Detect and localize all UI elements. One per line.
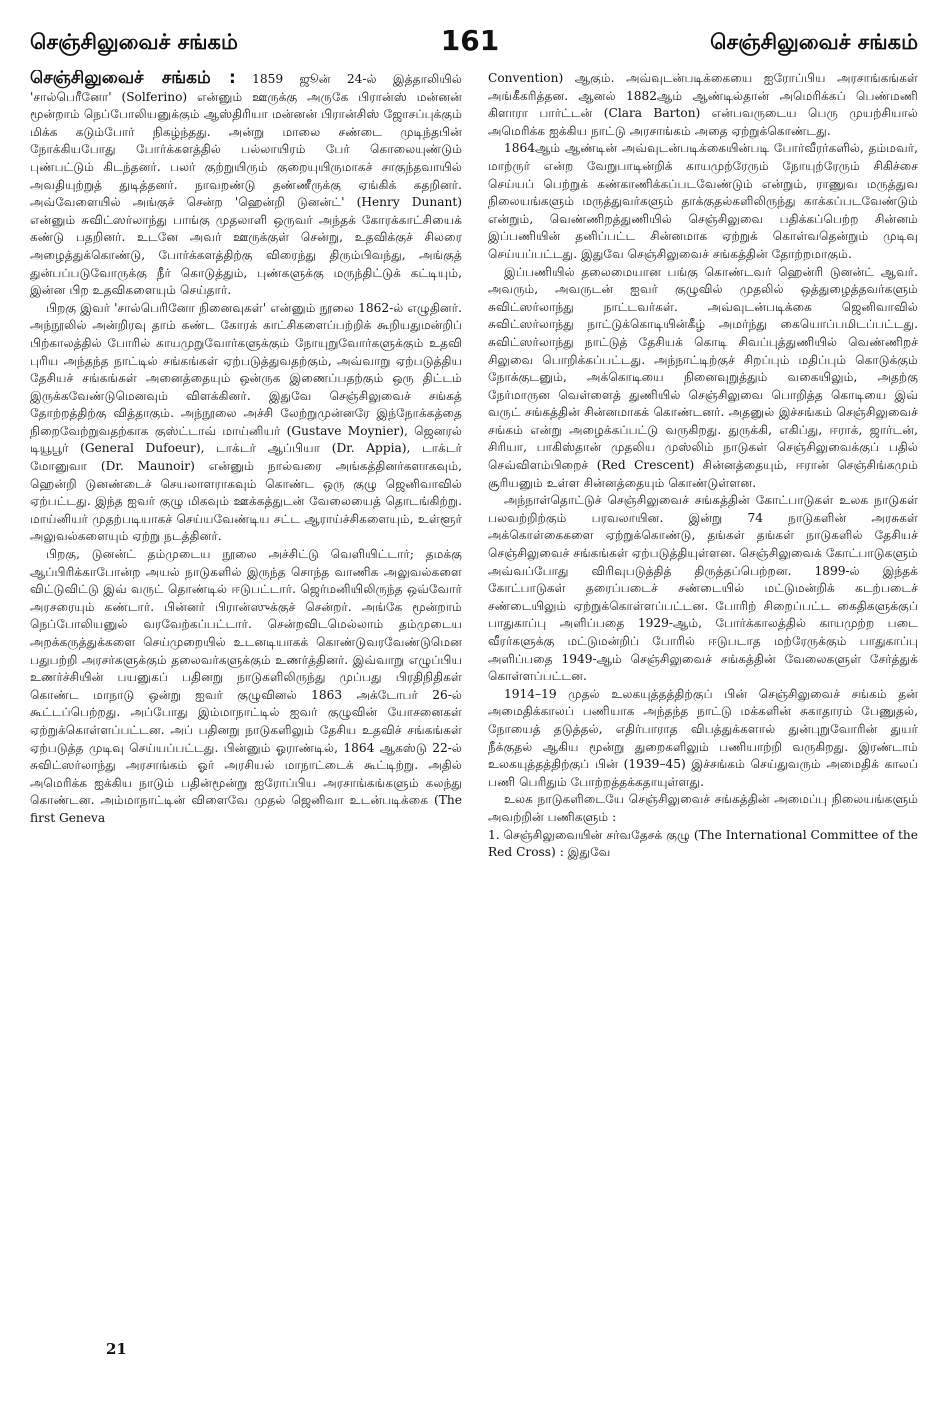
right-column (488, 70, 918, 1330)
page-header (0, 22, 940, 62)
left-column (30, 70, 462, 1330)
paragraph-right-4: அந்நாள்தொட்டுச் செஞ்சிலுவைச் சங்கத்தின் கோட்பாடுகள் உலக நாடுகள் பலவற்றிற்கும் பரவலாயின. இன்று 74 நாடுகளின் அரசுகள் அக்கொள்கைகளை ஏற்றுக்கொண்டு, தங்கள் தங்கள் நாடுகளில் தேசியச் செஞ்சிலுவைச் சங்கங்கள் ஏற்படுத்தியுள்ளன. செஞ்சிலுவைக் கோட்பாடுகளும் அவ்வப்போது விரிவுபடுத்தித் திருத்தப்பெற்றன. 1899-ல் இந்தக் கோட்பாடுகள் தரைப்படைச் சண்டையில் மட்டுமன்றிக் கடற்படைச் சண்டையிலும் ஏற்றுக்கொள்ளப்பட்டன. போரிற் சிறைப்பட்ட கைதிகளுக்குப் பாதுகாப்பு அளிப்பதை 1929-ஆம், போர்க்காலத்தில் காயமுற்ற படை வீரர்களுக்கு மட்டுமன்றிப் போரில் ஈடுபடாத மற்ரேருக்கும் பாதுகாப்பு அளிப்பதை 1949-ஆம் செஞ்சிலுவைச் சங்கத்தின் வேலைகளுள் சேர்த்துக் கொள்ளப்பட்டன. (488, 493, 918, 684)
paragraph-right-5: 1914–19 முதல் உலகயுத்தத்திற்குப் பின் செஞ்சிலுவைச் சங்கம் தன் அமைதிக்காலப் பணியாக அந்தந்த நாட்டு மக்களின் சுகாதாரம் பேணுதல், நோயைத் தடுத்தல், எதிர்பாராத விபத்துக்களால் துன்புறுவோரின் துயர் நீக்குதல் ஆகிய மூன்று துறைகளிலும் பணியாற்றி வருகிறது. இரண்டாம் உலகயுத்தத்திற்குப் பின் (1939–45) இச்சங்கம் செய்துவரும் அமைதிக் காலப் பணி பெரிதும் போற்றத்தக்கதாயுள்ளது. (488, 686, 918, 789)
entry-opening-text: 1859 ஜூன் 24-ல் இத்தாலியில் 'சால்பெரீனோ' (Solferino) என்னும் ஊருக்கு அருகே பிரான்ஸ் மன்னன் மூன்றாம் நெப்போலியனுக்கும் ஆஸ்திரியா மன்னன் பிரான்சிஸ் ஜோசப்புக்கும் மிக்க கடும்போர் நிகழ்ந்தது. அன்று மாலை சண்டை முடிந்தபின் நோக்கியபோது போர்க்களத்தில் பல்லாயிரம் பேர் கொலையுண்டும் புண்பட்டும் கிடந்தனர். பலர் குற்றுயிரும் குறையுயிருமாகச் சாகுந்தவாயில் அவதியுற்றுத் துடித்தனர். நாவறண்டு தண்ணீருக்கு ஏங்கிக் கதறினர். அவ்வேளையில் அங்குச் சென்ற 'ஹென்றி டுனன்ட்' (Henry Dunant) என்னும் சுவிட்ஸர்லாந்து பாங்கு முதலாளி ஒருவர் அந்தக் கோரக்காட்சியைக் கண்டு பதறினர். உடனே அவர் ஊருக்குள் சென்று, உதவிக்குச் சிலரை அழைத்துக்கொண்டு, போர்க்களத்திற்கு விரைந்து திரும்பிவந்து, அங்குத் துன்பப்படுவோருக்கு நீர் கொடுத்தும், புண்களுக்கு மருந்திட்டுக் கட்டியும், இன்ன பிற உதவிகளையும் செய்தார். (30, 72, 462, 298)
running-title-left: செஞ்சிலுவைச் சங்கம் (30, 30, 238, 54)
entry-opening-paragraph (30, 70, 462, 300)
paragraph-right-6: உலக நாடுகளிடையே செஞ்சிலுவைச் சங்கத்தின் அமைப்பு நிலையங்களும் அவற்றின் பணிகளும் : (488, 792, 918, 824)
entry-headword: செஞ்சிலுவைச் சங்கம் : (30, 70, 236, 88)
paragraph-left-3: பிறகு, டுனன்ட் தம்முடைய நூலை அச்சிட்டு வெளியிட்டார்; தமக்கு ஆப்பிரிக்காபோன்ற அயல் நாடுகளில் இருந்த சொந்த வாணிக அலுவல்களை விட்டுவிட்டு இவ் வருட் தொண்டில் ஈடுபட்டார். ஜெர்மனியிலிருந்த ஒவ்வோர் அரசரையும் கண்டார். பின்னர் பிரான்ஸுக்குச் சென்றர். அங்கே மூன்றாம் நெப்போலியனுல் வரவேற்கப்பட்டார். சென்றவிடமெல்லாம் தம்முடைய அறக்கருத்துக்களை செய்முறையில் உடனடியாகக் கொண்டுவரவேண்டுமென பதுபற்றி அரசர்களுக்கும் தலைவர்களுக்கும் உணர்த்தினர். இவ்வாறு எழுப்பிய உணர்ச்சியின் பயனுகப் பதினறு நாடுகளிலிருந்து முப்பது பிரதிநிதிகள் கொண்ட மாநாடு ஒன்று ஐவர் குழுவினல் 1863 அக்டோபர் 26-ல் கூட்டப்பெற்றது. அப்போது இம்மாநாட்டில் ஐவர் குழுவின் யோசனைகள் ஏற்றுக்கொள்ளப்பட்டன. அப் பதினறு நாடுகளிலும் தேசிய உதவிச் சங்கங்கள் ஏற்படுத்த முடிவு செய்யப்பட்டது. பின்னும் ஓராண்டில், 1864 ஆகஸ்டு 22-ல் சுவிட்ஸர்லாந்து அரசாங்கம் ஓர் அரசியல் மாநாட்டைக் கூட்டிற்று. அதில் அமெரிக்க ஐக்கிய நாடும் பதின்மூன்று ஐரோப்பிய அரசாங்கங்களும் கலந்து கொண்டன. அம்மாநாட்டின் விளைவே முதல் ஜெனிவா உடன்படிக்கை (The first Geneva (30, 547, 462, 825)
signature-mark: 21 (106, 1340, 127, 1358)
page-number: 161 (440, 24, 500, 57)
running-title-right: செஞ்சிலுவைச் சங்கம் (710, 30, 918, 54)
paragraph-right-1: Convention) ஆகும். அவ்வுடன்படிக்கையை ஐரோப்பிய அரசாங்கங்கள் அங்கீகரித்தன. ஆனல் 1882ஆம் ஆண்டில்தான் அமெரிக்கப் பெண்மணி கிளாரா பார்ட்டன் (Clara Barton) என்பவருடைய பெரு முயற்சியால் அமெரிக்க ஐக்கிய நாட்டு அரசாங்கம் அதை ஏற்றுக்கொண்டது. (488, 71, 918, 138)
paragraph-left-2: பிறகு இவர் 'சால்பெரினோ நினைவுகள்' என்னும் நூலை 1862-ல் எழுதினர். அந்நூலில் அன்றிரவு தாம் கண்ட கோரக் காட்சிகளைப்பற்றிக் கூறியதுமன்றிப் பிற்காலத்தில் போரில் காயமுறுவோர்களுக்கும் நோயுறுவோர்களுக்கும் உதவி புரிய அந்தந்த நாட்டில் சங்கங்கள் ஏற்படுத்துவதற்கும், அவ்வாறு ஏற்படுத்திய தேசியச் சங்கங்கள் அனைத்தையும் ஒன்ருக இணைப்பதற்கும் ஒரு திட்டம் இருக்கவேண்டுமெனவும் விளக்கினர். இதுவே செஞ்சிலுவைச் சங்கத் தோற்றத்திற்கு வித்தாகும். அந்நூலை அச்சி லேற்றுமுன்னரே இந்நோக்கத்தை நிறைவேற்றுவதற்காக குஸ்ட்டாவ் மாய்னியர் (Gustave Moynier), ஜெனரல் டியூபூர் (General Dufoeur), டாக்டர் ஆப்பியா (Dr. Appia), டாக்டர் மோனுவா (Dr. Maunoir) என்னும் நால்வரை அங்கத்தினர்களாகவும், ஹென்றி டுனண்டைச் செயலாளராகவும் கொண்ட ஒரு குழு ஜெனிவாவில் ஏற்பட்டது. இந்த ஐவர் குழு மிகவும் ஊக்கத்துடன் வேலையைத் தொடங்கிற்று. மாய்னியர் முதற்படியாகச் செய்யவேண்டிய சட்ட ஆராய்ச்சிகளையும், உள்ளூர் அலுவல்களையும் ஏற்று நடத்தினர். (30, 300, 462, 544)
paragraph-right-3: இப்பணியில் தலைமையான பங்கு கொண்டவர் ஹென்ரி டுனன்ட் ஆவர். அவரும், அவருடன் ஐவர் குழுவில் முதலில் ஒத்துழைத்தவர்களும் சுவிட்ஸர்லாந்து நாட்டவர்கள். அவ்வுடன்படிக்கை ஜெனிவாவில் சுவிட்ஸர்லாந்து நாட்டுக்கொடியின்கீழ் அமர்ந்து கையொப்பமிடப்பட்டது. சுவிட்ஸர்லாந்து நாட்டுத் தேசியக் கொடி சிவப்புத்துணியில் வெண்ணிறச் சிலுவை பொறிக்கப்பட்டது. அந்நாட்டிற்குச் சிறப்பும் மதிப்பும் கொடுக்கும் நோக்குடனும், அக்கொடியை நினைவுறுத்தும் வகையிலும், அதற்கு நேர்மாருன வெள்ளைத் துணியில் செஞ்சிலுவை பொறித்த கொடியை இவ் வருட் சங்கத்தின் சின்னமாகக் கொண்டனர். அதனுல் இச்சங்கம் செஞ்சிலுவைச் சங்கம் என்று அழைக்கப்பட்டு வருகிறது. துருக்கி, எகிப்து, ஈராக், ஜார்டன், சிரியா, பாகிஸ்தான் முதலிய முஸ்லிம் நாடுகள் செஞ்சிலுவைக்குப் பதில் செவ்விளம்பிறைச் (Red Crescent) சின்னத்தையும், ஈரான் செஞ்சிங்கமும் சூரியனும் உள்ள சின்னத்தையும் கொண்டுள்ளன. (488, 264, 918, 490)
paragraph-right-7: 1. செஞ்சிலுவையின் சர்வதேசக் குழு (The International Committee of the Red Cross) : இதுவே (488, 827, 918, 860)
paragraph-right-2: 1864ஆம் ஆண்டின் அவ்வுடன்படிக்கையின்படி போர்வீரர்களில், தம்மவர், மாற்ருர் என்ற வேறுபாடின்றிக் காயமுற்ரேரும் நோயுற்ரேரும் சிகிச்சை செய்யப் பெற்றுக் கண்காணிக்கப்படவேண்டும் என்றும், ராணுவ மருத்துவ நிலையங்களும் மருத்துவர்களும் தாக்குதல்களிலிருந்து காக்கப்படவேண்டும் என்றும், வெண்ணிறத்துணியில் செஞ்சிலுவை பதிக்கப்பெற்ற சின்னம் இப்பணியின் தனிப்பட்ட சின்னமாக ஏற்றுக் கொள்வதென்றும் முடிவு செய்யப்பட்டது. இதுவே செஞ்சிலுவைச் சங்கத்தின் தோற்றமாகும். (488, 141, 918, 261)
